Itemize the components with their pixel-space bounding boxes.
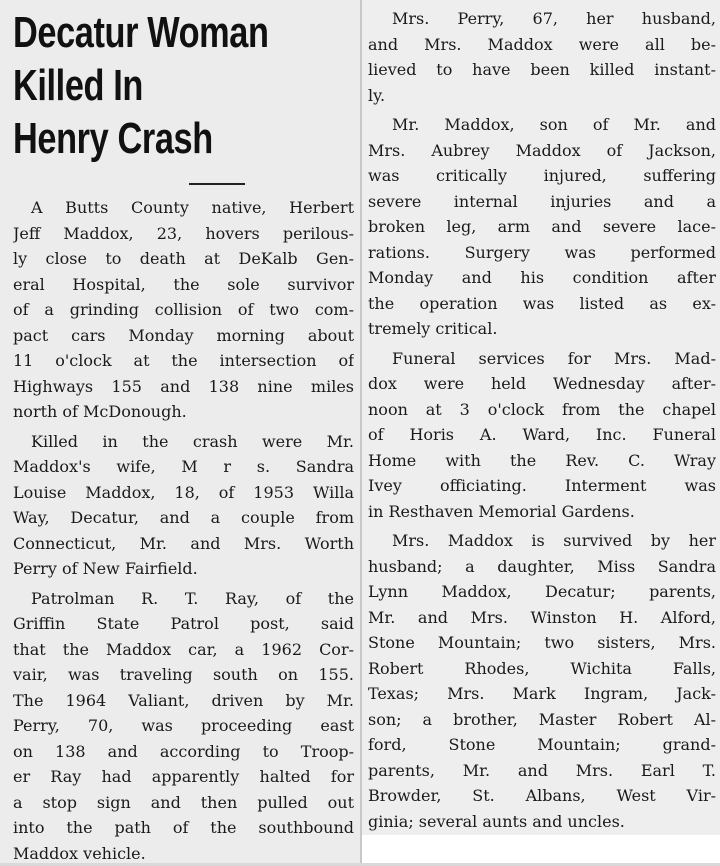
article-line: of a grinding collision of two com- bbox=[13, 297, 354, 323]
right-column bbox=[362, 0, 720, 835]
article-line: rations. Surgery was performed bbox=[368, 240, 716, 266]
article-line: Perry of New Fairfield. bbox=[13, 556, 354, 582]
headline-divider bbox=[189, 183, 245, 185]
article-line: lieved to have been killed instant- bbox=[368, 57, 716, 83]
headline bbox=[13, 6, 348, 165]
article-line: Mrs. Perry, 67, her husband, bbox=[368, 6, 716, 32]
article-line: A Butts County native, Herbert bbox=[13, 195, 354, 221]
article-line: husband; a daughter, Miss Sandra bbox=[368, 554, 716, 580]
article-line: noon at 3 o'clock from the chapel bbox=[368, 397, 716, 423]
article-paragraph bbox=[13, 586, 354, 866]
article-line: of Horis A. Ward, Inc. Funeral bbox=[368, 422, 716, 448]
article-line: ly. bbox=[368, 83, 716, 109]
article-line: pact cars Monday morning about bbox=[13, 323, 354, 349]
article-line: er Ray had apparently halted for bbox=[13, 764, 354, 790]
article-line: ginia; several aunts and uncles. bbox=[368, 809, 716, 835]
article-line: was critically injured, suffering bbox=[368, 163, 716, 189]
article-line: Funeral services for Mrs. Mad- bbox=[368, 346, 716, 372]
article-line: Louise Maddox, 18, of 1953 Willa bbox=[13, 480, 354, 506]
article-line: that the Maddox car, a 1962 Cor- bbox=[13, 637, 354, 663]
article-line: Maddox vehicle. bbox=[13, 841, 354, 866]
article-line: Home with the Rev. C. Wray bbox=[368, 448, 716, 474]
article-line: vair, was traveling south on 155. bbox=[13, 662, 354, 688]
article-line: on 138 and according to Troop- bbox=[13, 739, 354, 765]
article-line: Highways 155 and 138 nine miles bbox=[13, 374, 354, 400]
article-line: parents, Mr. and Mrs. Earl T. bbox=[368, 758, 716, 784]
article-line: Killed in the crash were Mr. bbox=[13, 429, 354, 455]
article-paragraph bbox=[368, 112, 716, 342]
right-column-body bbox=[368, 6, 716, 834]
article-line: Browder, St. Albans, West Vir- bbox=[368, 783, 716, 809]
headline-line: Henry Crash bbox=[13, 112, 348, 165]
article-line: Monday and his condition after bbox=[368, 265, 716, 291]
article-line: and Mrs. Maddox were all be- bbox=[368, 32, 716, 58]
article-line: tremely critical. bbox=[368, 316, 716, 342]
article-line: Ivey officiating. Interment was bbox=[368, 473, 716, 499]
article-line: Stone Mountain; two sisters, Mrs. bbox=[368, 630, 716, 656]
article-line: Griffin State Patrol post, said bbox=[13, 611, 354, 637]
article-line: north of McDonough. bbox=[13, 399, 354, 425]
left-column-body bbox=[13, 195, 354, 866]
article-line: 11 o'clock at the intersection of bbox=[13, 348, 354, 374]
headline-line: Killed In bbox=[13, 59, 348, 112]
article-line: Maddox's wife, M r s. Sandra bbox=[13, 454, 354, 480]
article-line: Mr. and Mrs. Winston H. Alford, bbox=[368, 605, 716, 631]
article-line: Lynn Maddox, Decatur; parents, bbox=[368, 579, 716, 605]
article-line: Robert Rhodes, Wichita Falls, bbox=[368, 656, 716, 682]
blank-margin bbox=[362, 835, 720, 863]
article-line: a stop sign and then pulled out bbox=[13, 790, 354, 816]
article-line: Texas; Mrs. Mark Ingram, Jack- bbox=[368, 681, 716, 707]
article-line: ford, Stone Mountain; grand- bbox=[368, 732, 716, 758]
article-line: The 1964 Valiant, driven by Mr. bbox=[13, 688, 354, 714]
left-column bbox=[0, 0, 360, 863]
article-line: eral Hospital, the sole survivor bbox=[13, 272, 354, 298]
headline-line: Decatur Woman bbox=[13, 6, 348, 59]
article-line: Mrs. Maddox is survived by her bbox=[368, 528, 716, 554]
article-line: the operation was listed as ex- bbox=[368, 291, 716, 317]
article-paragraph bbox=[368, 528, 716, 834]
article-line: Way, Decatur, and a couple from bbox=[13, 505, 354, 531]
article-line: ly close to death at DeKalb Gen- bbox=[13, 246, 354, 272]
article-line: Patrolman R. T. Ray, of the bbox=[13, 586, 354, 612]
article-line: Jeff Maddox, 23, hovers perilous- bbox=[13, 221, 354, 247]
article-line: Mr. Maddox, son of Mr. and bbox=[368, 112, 716, 138]
article-line: Perry, 70, was proceeding east bbox=[13, 713, 354, 739]
article-paragraph bbox=[13, 195, 354, 425]
article-line: into the path of the southbound bbox=[13, 815, 354, 841]
article-paragraph bbox=[13, 429, 354, 582]
article-line: in Resthaven Memorial Gardens. bbox=[368, 499, 716, 525]
article-line: Mrs. Aubrey Maddox of Jackson, bbox=[368, 138, 716, 164]
article-line: son; a brother, Master Robert Al- bbox=[368, 707, 716, 733]
article-line: dox were held Wednesday after- bbox=[368, 371, 716, 397]
article-paragraph bbox=[368, 346, 716, 525]
article-line: Connecticut, Mr. and Mrs. Worth bbox=[13, 531, 354, 557]
article-paragraph bbox=[368, 6, 716, 108]
article-line: severe internal injuries and a bbox=[368, 189, 716, 215]
article-line: broken leg, arm and severe lace- bbox=[368, 214, 716, 240]
